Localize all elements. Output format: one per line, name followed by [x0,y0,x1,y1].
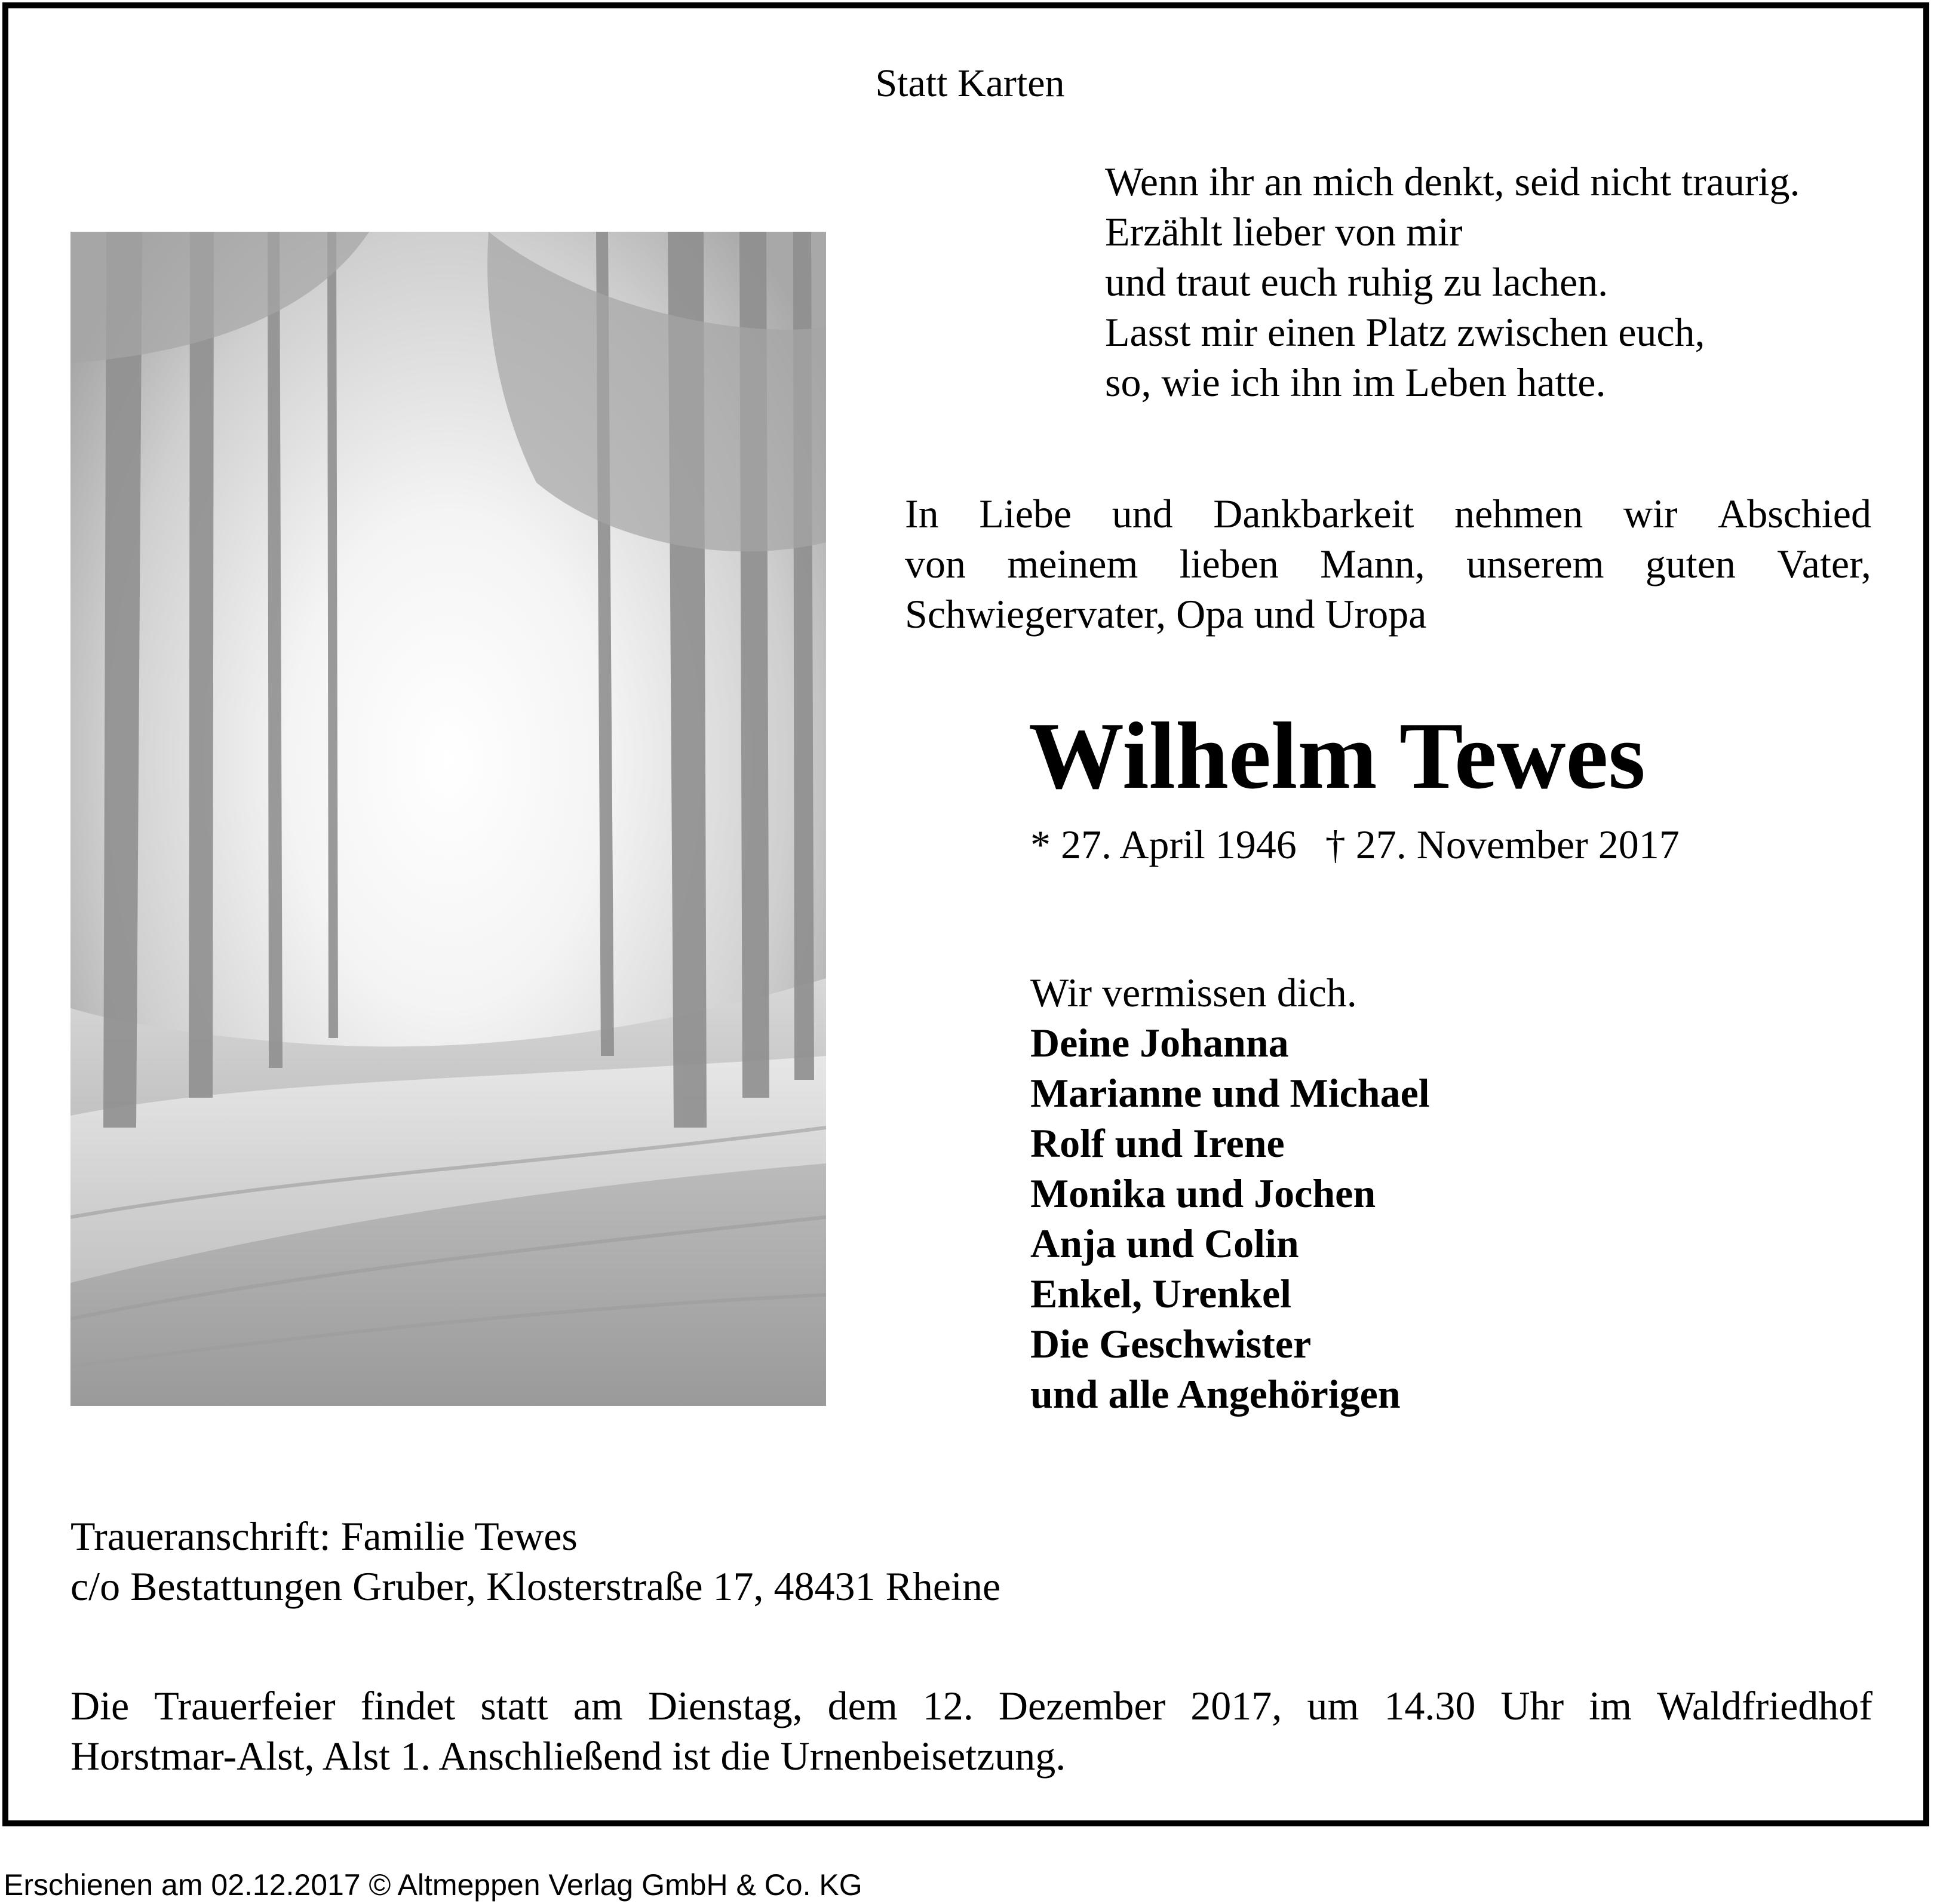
intro-word: von [905,541,966,586]
poem-line: Wenn ihr an mich denkt, seid nicht traurig. [1105,159,1800,204]
ceremony-line-1 [70,1681,1873,1731]
mourner-name: Anja und Colin [1030,1221,1299,1266]
intro-word: Mann, [1320,541,1425,586]
intro-word: meinem [1007,541,1138,586]
intro-word: Dankbarkeit [1213,491,1414,536]
poem-line: Lasst mir einen Platz zwischen euch, [1105,309,1705,355]
birth-date: * 27. April 1946 [1030,822,1297,867]
farewell-intro [905,489,1871,639]
address-line-1: Traueranschrift: Familie Tewes [70,1513,578,1559]
intro-word: und [1112,491,1173,536]
poem-line: und traut euch ruhig zu lachen. [1105,259,1609,305]
address-line-2: c/o Bestattungen Gruber, Klosterstraße 17, 48431 Rheine [70,1564,1001,1609]
ceremony-line-2: Horstmar-Alst, Alst 1. Anschließend ist die Urnenbeisetzung. [70,1733,1066,1779]
ceremony-word: Die [70,1683,130,1728]
poem-line: Erzählt lieber von mir [1105,209,1463,254]
intro-word: unserem [1466,541,1604,586]
intro-word: Vater, [1777,541,1871,586]
mourner-name: und alle Angehörigen [1030,1371,1401,1417]
ceremony-word: 14.30 [1384,1683,1476,1728]
ceremony-word: 12. [922,1683,974,1728]
intro-word: Liebe [979,491,1072,536]
intro-word: wir [1623,491,1678,536]
ceremony-word: statt [480,1683,548,1728]
mourners-intro: Wir vermissen dich. [1030,970,1357,1015]
intro-line-1 [905,489,1871,539]
ceremony-word: im [1589,1683,1632,1728]
poem [1105,156,1800,407]
intro-line-2 [905,539,1871,589]
ceremony-word: Trauerfeier [154,1683,336,1728]
mourner-name: Rolf und Irene [1030,1120,1285,1166]
mourner-name: Monika und Jochen [1030,1171,1376,1216]
mourning-address [70,1511,1000,1611]
ceremony-word: dem [827,1683,898,1728]
ceremony-word: am [573,1683,623,1728]
forest-path-illustration [70,232,826,1406]
life-dates [1030,819,1680,870]
funeral-ceremony-info [70,1681,1873,1781]
ceremony-word: Waldfriedhof [1657,1683,1873,1728]
mourner-name: Marianne und Michael [1030,1070,1430,1116]
deceased-name: Wilhelm Tewes [1029,702,1646,809]
intro-word: guten [1645,541,1736,586]
poem-line: so, wie ich ihn im Leben hatte. [1105,360,1606,405]
statt-karten-heading: Statt Karten [875,62,1065,105]
intro-word: In [905,491,939,536]
mourner-name: Deine Johanna [1030,1020,1289,1065]
ceremony-word: Uhr [1500,1683,1564,1728]
intro-word: lieben [1179,541,1279,586]
intro-word: Abschied [1718,491,1871,536]
ceremony-word: findet [360,1683,456,1728]
intro-word: nehmen [1454,491,1583,536]
mourners-list [1030,968,1430,1419]
ceremony-word: Dezember [998,1683,1166,1728]
publication-footer: Erschienen am 02.12.2017 © Altmeppen Verlag GmbH & Co. KG [4,1868,862,1902]
ceremony-word: Dienstag, [647,1683,803,1728]
mourner-name: Die Geschwister [1030,1321,1312,1366]
ceremony-word: um [1307,1683,1359,1728]
ceremony-word: 2017, [1190,1683,1282,1728]
forest-path-photo [70,232,826,1406]
mourner-name: Enkel, Urenkel [1030,1271,1292,1316]
death-date: † 27. November 2017 [1325,822,1680,867]
intro-line-3: Schwiegervater, Opa und Uropa [905,591,1427,637]
